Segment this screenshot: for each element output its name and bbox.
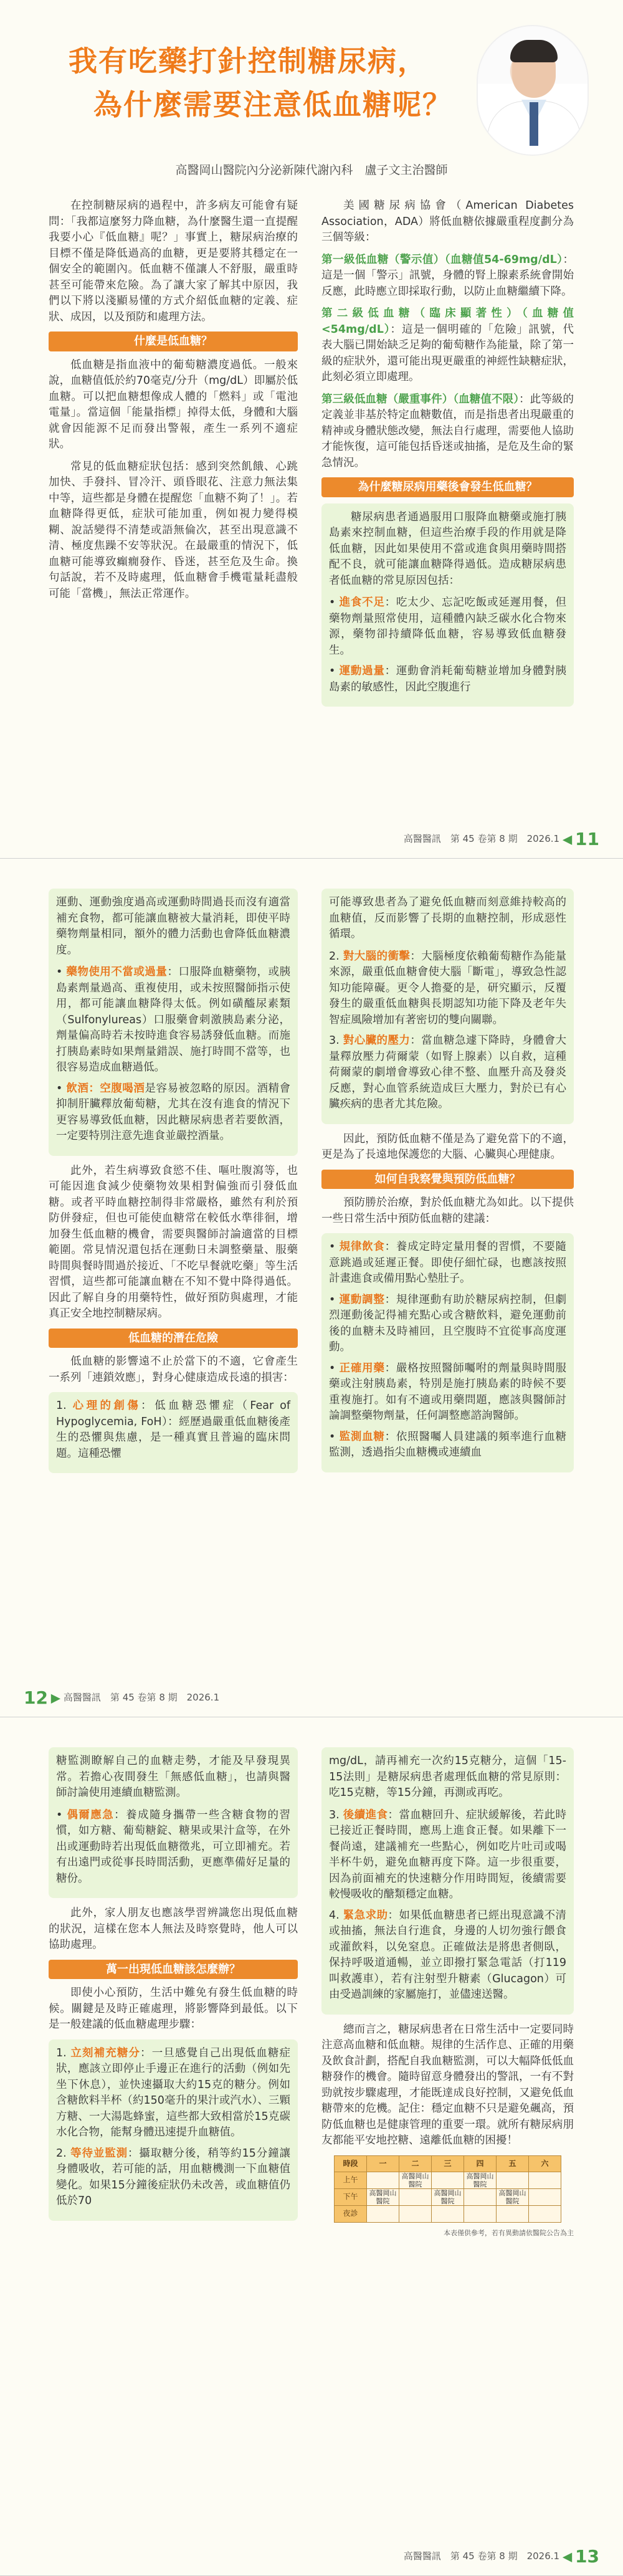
prevent-cont: 糖監測瞭解自己的血糖走勢，才能及早發現異常。若擔心夜間發生「無感低血糖」，也請與醫師討論使用連續血糖監測。: [56, 1755, 290, 1799]
prevent-item-4: • 監測血糖：依照醫囑人員建議的頻率進行血糖監測，透過指尖血糖機或連續血: [329, 1430, 567, 1459]
p13-left-column: [49, 1747, 298, 2221]
step-item-3: 3. 後續進食：當血糖回升、症狀緩解後，若此時已接近正餐時間，應馬上進食正餐。如果離下一餐尚遠，建議補充一些點心，例如吃片吐司或喝半杯牛奶，避免血糖再度下降。這一步很重要，因為前面補充的快速糖分作用時間短，後續需要較慢吸收的醣類穩定血糖。: [329, 1808, 567, 1901]
schedule-cell: [399, 2206, 432, 2223]
schedule-row-label: 下午: [335, 2189, 367, 2206]
schedule-cell: [529, 2206, 561, 2223]
page-13: [0, 1717, 623, 2576]
danger-box: [49, 1392, 298, 1473]
schedule-cell: 高醫岡山醫院: [432, 2189, 464, 2206]
schedule-cell: 高醫岡山醫院: [464, 2172, 497, 2189]
prevent-item-3: • 正確用藥：嚴格按照醫師囑咐的劑量與時間服藥或注射胰島素，特別是施打胰島素的時候不要重複施打。如有不適或用藥問題，應該與醫師討論調整藥物劑量，任何調整應諮詢醫師。: [329, 1362, 567, 1422]
p13-right-column: [321, 1747, 574, 2241]
handle-box: [49, 2039, 298, 2221]
other-causes-paragraph: 此外，若生病導致食慾不佳、嘔吐腹瀉等，也可能因進食減少使藥物效果相對偏強而引發低血糖。或者平時血糖控制得非常嚴格，雖然有利於預防併發症，但也可能使血糖常在較低水準徘徊，增加發生低血糖的機會，需要與醫師討論適當的目標範圍。常見情況還包括在運動日未調整藥量、服藥時間與餐時間過於接近、「不吃早餐就吃藥」等生活習慣，這些都可能讓血糖在不知不覺中降得過低。因此了解自身的用藥特性，做好預防與處理，才能真正安全地控制糖尿病。: [49, 1164, 298, 1320]
cause-cont: 運動、運動強度過高或運動時間過長而沒有適當補充食物，都可能讓血糖被大量消耗，即使平時藥物劑量相同，額外的體力活動也會降低血糖濃度。: [56, 896, 290, 956]
schedule-cell: [497, 2206, 529, 2223]
schedule-header-3: 三: [432, 2155, 464, 2172]
p11-right-column: [321, 198, 574, 707]
danger-item-1: 1. 心理的創傷：低血糖恐懼症（Fear of Hypoglycemia, FoH）：經歷過嚴重低血糖後產生的恐懼與焦慮，是一種真實且普遍的臨床問題。這種恐懼: [56, 1400, 290, 1460]
schedule-cell: [464, 2189, 497, 2206]
step-item-2: 2. 等待並監測：攝取糖分後，稍等約15分鐘讓身體吸收，若可能的話，用血糖機測一下血糖值變化。如果15分鐘後症狀仍未改善，或血糖值仍低於70: [56, 2147, 291, 2207]
step-item-4: 4. 緊急求助：如果低血糖患者已經出現意識不清或抽搐，無法自行進食，身邊的人切勿強行餵食或灌飲料，以免窒息。正確做法是將患者側臥，保持呼吸道通暢，並立即撥打緊急電話（打119叫救護車），若有注射型升糖素（Glucagon）可由受過訓練的家屬施打，並儘速送醫。: [329, 1909, 567, 2001]
handle-intro: 即使小心預防，生活中難免有發生低血糖的時候。關鍵是及時正確處理，將影響降到最低。以下是一般建議的低血糖處理步驟：: [49, 1987, 298, 2031]
p11-left-column: [49, 198, 298, 608]
step-item-1: 1. 立刻補充糖分：一旦感覺自己出現低血糖症狀，應該立即停止手邊正在進行的活動（例如先坐下休息），並快速攝取大約15克的糖分。例如含糖飲料半杯（約150毫升的果汁或汽水）、三顆方糖、一大湯匙蜂蜜，這些都大致相當於15克碳水化合物，能幫身體迅速提升血糖值。: [56, 2046, 291, 2139]
cause-item-1: • 進食不足：吃太少、忘記吃飯或延遲用餐，但藥物劑量照常使用，這種體內缺乏碳水化合物來源，藥物卻持續降低血糖，容易導致低血糖發生。: [329, 596, 567, 657]
article-header: [0, 0, 623, 177]
page-12: [0, 859, 623, 1717]
cause-item-2: • 運動過量：運動會消耗葡萄糖並增加身體對胰島素的敏感性，因此空腹進行: [329, 665, 567, 694]
danger-summary: 因此，預防低血糖不僅是為了避免當下的不適，更是為了長遠地保護您的大腦、心臟與心理健康。: [321, 1132, 574, 1161]
schedule-cell: 高醫岡山醫院: [497, 2189, 529, 2206]
schedule-cell: 高醫岡山醫院: [399, 2172, 432, 2189]
prevent-box: [321, 1233, 574, 1472]
definition-paragraph: 低血糖是指血液中的葡萄糖濃度過低。一般來說，血糖值低於約70毫克/分升（mg/dL）即屬於低血糖。可以把血糖想像成人體的「燃料」或「電池電量」。當這個「能量指標」掉得太低，身體和大腦就會因能源不足而發出警報，產生一系列不適症狀。: [49, 358, 298, 451]
prevent-box-cont: [49, 1747, 298, 1898]
danger-item-3: 3. 對心臟的壓力：當血糖急遽下降時，身體會大量釋放壓力荷爾蒙（如腎上腺素）以自救，這種荷爾蒙的劇增會導致心律不整、血壓升高及發炎反應，對心血管系統造成巨大壓力，對於已有心臟疾病的患者尤其危險。: [329, 1034, 567, 1110]
prevent-item-2: • 運動調整：規律運動有助於糖尿病控制，但劇烈運動後記得補充點心或含糖飲料，避免運動前後的血糖未及時補回，且空腹時不宜從事高度運動。: [329, 1293, 567, 1353]
p11-footer: 高醫醫訊 第 45 卷第 8 期 2026.1 ◀ 11: [403, 829, 599, 849]
article-title-line2: 為什麼需要注意低血糖呢？: [93, 88, 452, 122]
section-heading-prevent: 如何自我察覺與預防低血糖？: [321, 1170, 574, 1190]
section-heading-why: 為什麼糖尿病用藥後會發生低血糖？: [321, 477, 574, 497]
author-byline: 高醫岡山醫院內分泌新陳代謝內科 盧子文主治醫師: [175, 163, 448, 177]
clinic-schedule: [334, 2155, 574, 2241]
schedule-cell: [367, 2172, 399, 2189]
symptom-paragraph: 常見的低血糖症狀包括：感到突然飢餓、心跳加快、手發抖、冒冷汗、頭昏眼花、注意力無法集中等，這些都是身體在提醒您「血糖不夠了！」。若血糖降得更低，症狀可能加重，例如視力變得模糊、說話變得不清楚或語無倫次，甚至出現意識不清、極度焦躁不安等狀況。在最嚴重的情況下，低血糖可能導致癲癇發作、昏迷，甚至危及生命。換句話說，若不及時處理，低血糖會手機電量耗盡般可能「當機」，無法正常運作。: [49, 460, 298, 600]
schedule-cell: [497, 2172, 529, 2189]
level1-item: 第一級低血糖（警示值）（血糖值54-69mg/dL）：這是一個「警示」訊號，身體的腎上腺素系統會開始反應，此時應立即採取行動，以防止血糖繼續下降。: [321, 253, 574, 298]
schedule-row-label: 上午: [335, 2172, 367, 2189]
danger-item-2: 2. 對大腦的衝擊：大腦極度依賴葡萄糖作為能量來源，嚴重低血糖會使大腦「斷電」，導致急性認知功能障礙。更令人擔憂的是，研究顯示，反覆發生的嚴重低血糖與長期認知功能下降及老年失智症風險增加有著密切的雙向關聯。: [329, 950, 567, 1026]
handle-box-cont: [321, 1747, 574, 2015]
cause-box: [321, 503, 574, 707]
schedule-cell: [432, 2206, 464, 2223]
schedule-row: [335, 2172, 561, 2189]
cause-item-4: • 飲酒：空腹喝酒是容易被忽略的原因。酒精會抑制肝臟釋放葡萄糖，尤其在沒有進食的情況下更容易導致低血糖，因此糖尿病患者若要飲酒，一定要特別注意先進食並嚴控酒量。: [56, 1082, 291, 1142]
cause-item-3: • 藥物使用不當或過量：口服降血糖藥物，或胰島素劑量過高、重複使用，或未按照醫師指示使用，都可能讓血糖降得太低。例如磺醯尿素類（Sulfonylureas）口服藥會刺激胰島素分泌，劑量偏高時若未按時進食容易誘發低血糖。而施打胰島素時如果劑量錯誤、施打時間不當等，也很容易造成血糖過低。: [56, 966, 291, 1074]
intro-paragraph: 在控制糖尿病的過程中，許多病友可能會有疑問：「我都這麼努力降血糖，為什麼醫生還一直提醒我要小心『低血糖』呢？」事實上，糖尿病治療的目標不僅是降低過高的血糖，更是要將其穩定在一個安全的範圍內。低血糖不僅讓人不舒服，嚴重時甚至可能帶來危險。為了讓大家了解其中原因，我們以下將以淺顯易懂的方式介紹低血糖的定義、症狀、成因，以及預防和處理方法。: [49, 199, 298, 323]
page-number: 13: [575, 2546, 599, 2567]
page-arrow-icon: ◀: [562, 831, 573, 847]
cause-intro: 糖尿病患者通過服用口服降血糖藥或施打胰島素來控制血糖，但這些治療手段的作用就是降低血糖，因此如果使用不當或進食與用藥時間搭配不良，就可能讓血糖降得過低。造成糖尿病患者低血糖的常見原因包括：: [329, 510, 566, 587]
schedule-header-0: 時段: [335, 2155, 367, 2172]
page-number: 11: [575, 829, 599, 849]
schedule-header-1: 一: [367, 2155, 399, 2172]
schedule-header-5: 五: [497, 2155, 529, 2172]
prevent-intro: 預防勝於治療，對於低血糖尤為如此。以下提供一些日常生活中預防低血糖的建議：: [321, 1196, 574, 1225]
page-11: [0, 0, 623, 859]
schedule-row: [335, 2189, 561, 2206]
p12-left-column: [49, 889, 298, 1473]
section-heading-danger: 低血糖的潛在危險: [49, 1329, 298, 1348]
schedule-cell: [529, 2172, 561, 2189]
cause-box-cont: [49, 889, 298, 1156]
p12-right-column: [321, 889, 574, 1472]
schedule-cell: [367, 2206, 399, 2223]
page-arrow-icon: ◀: [562, 2549, 573, 2564]
schedule-row-label: 夜診: [335, 2206, 367, 2223]
family-paragraph: 此外，家人朋友也應該學習辨識您出現低血糖的狀況，這樣在您本人無法及時察覺時，他人可以協助處理。: [49, 1907, 298, 1951]
article-title-line1: 我有吃藥打針控制糖尿病，: [69, 44, 427, 78]
prevent-item-1: • 規律飲食：養成定時定量用餐的習慣，不要隨意跳過或延遲正餐。即使仔細忙碌，也應該按照計畫進食或備用點心墊肚子。: [329, 1241, 567, 1285]
schedule-cell: [464, 2206, 497, 2223]
schedule-header-6: 六: [529, 2155, 561, 2172]
schedule-cell: [529, 2189, 561, 2206]
section-heading-what-is: 什麼是低血糖？: [49, 332, 298, 351]
ada-intro: 美國糖尿病協會（American Diabetes Association，ADA）將低血糖依據嚴重程度劃分為三個等級：: [321, 199, 574, 244]
prevent-item-5: • 偶爾應急：養成隨身攜帶一些含糖食物的習慣，如方糖、葡萄糖錠、糖果或果汁盒等，在外出或運動時若出現低血糖徵兆，可立即補充。若有出遠門或從事長時間活動，更應準備好足量的糖份。: [56, 1808, 290, 1885]
schedule-cell: [399, 2189, 432, 2206]
p13-footer: 高醫醫訊 第 45 卷第 8 期 2026.1 ◀ 13: [403, 2546, 599, 2567]
schedule-cell: 高醫岡山醫院: [367, 2189, 399, 2206]
level2-item: 第二級低血糖（臨床顯著性）（血糖值<54mg/dL）：這是一個明確的「危險」訊號，代表大腦已開始缺乏足夠的葡萄糖作為能量，除了第一級的症狀外，還可能出現更嚴重的神經性缺糖症狀，此刻必須立即處理。: [321, 307, 574, 383]
schedule-header-2: 二: [399, 2155, 432, 2172]
handle-cont: mg/dL，請再補充一次約15克糖分，這個「15-15法則」是糖尿病患者處理低血糖的常見原則：吃15克糖，等15分鐘，再測或再吃。: [329, 1755, 566, 1799]
danger-box-cont: [321, 889, 574, 1124]
clinic-schedule-table: [334, 2155, 561, 2223]
author-photo: [477, 25, 589, 156]
section-heading-handle: 萬一出現低血糖該怎麼辦？: [49, 1960, 298, 1980]
schedule-header-4: 四: [464, 2155, 497, 2172]
danger-intro: 低血糖的影響遠不止於當下的不適，它會產生一系列「連鎖效應」，對身心健康造成長遠的損害：: [49, 1355, 298, 1384]
level3-item: 第三級低血糖（嚴重事件）（血糖值不限）：此等級的定義並非基於特定血糖數值，而是指患者出現嚴重的精神或身體狀態改變，無法自行處理，需要他人協助才能恢復，這可能包括昏迷或抽搐，是危及生命的緊急情況。: [321, 393, 574, 469]
schedule-row: [335, 2206, 561, 2223]
conclusion-paragraph: 總而言之，糖尿病患者在日常生活中一定要同時注意高血糖和低血糖。規律的生活作息、正確的用藥及飲食計劃，搭配自我血糖監測，可以大幅降低低血糖發作的機會。隨時留意身體發出的警訊，一有不對勁就按步驟處理，才能既達成良好控制，又避免低血糖帶來的危機。記住：穩定血糖不只是避免飆高，預防低血糖也是健康管理的重要一環。就所有糖尿病朋友都能平安地控糖、遠離低血糖的困擾！: [321, 2023, 574, 2147]
schedule-caption: 本表僅供參考，若有異動請依醫院公告為主: [444, 2228, 574, 2237]
p12-footer: 12 ▶ 高醫醫訊 第 45 卷第 8 期 2026.1: [24, 1687, 220, 1708]
page-arrow-icon: ▶: [50, 1690, 61, 1705]
schedule-cell: [432, 2172, 464, 2189]
danger-cont: 可能導致患者為了避免低血糖而刻意維持較高的血糖值，反而影響了長期的血糖控制，形成惡性循環。: [329, 896, 566, 940]
page-number: 12: [24, 1687, 48, 1708]
